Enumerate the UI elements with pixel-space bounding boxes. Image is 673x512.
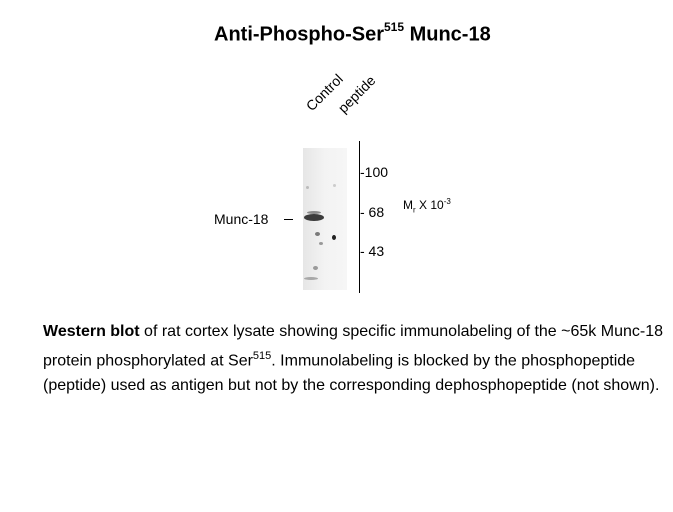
page-title: Anti-Phospho-Ser$^{515}$ Munc-18 [214,20,491,46]
marker-68: - 68 [360,204,385,220]
band-label-munc18: Munc-18 [214,211,269,227]
lane-label-peptide: peptide [334,72,379,116]
blot-spot [319,242,323,245]
western-blot-image [303,148,347,290]
band-label-dash [284,219,293,220]
blot-spot [306,186,309,189]
blot-band-halo [307,211,321,214]
blot-spot [333,184,336,187]
marker-43: - 43 [360,243,385,259]
blot-spot [313,266,318,270]
blot-spot [315,232,320,236]
blot-band-munc18-control [304,214,324,221]
lane-label-control: Control [302,70,346,114]
blot-spot [332,235,336,240]
blot-band-low [304,277,318,280]
marker-100: -100 [360,164,389,180]
figure-caption: Western blot of rat cortex lysate showing specific immunolabeling of the ~65k Munc-18 protein phosphorylated at Ser$^{515}$. Immunolabeling is blocked by the phosphopeptide (peptide) used as antigen but not by the corresponding dephosphopeptide (not shown). [43,323,663,395]
mr-unit-label: $M_r$ X $10^{-3}$ [403,197,451,215]
